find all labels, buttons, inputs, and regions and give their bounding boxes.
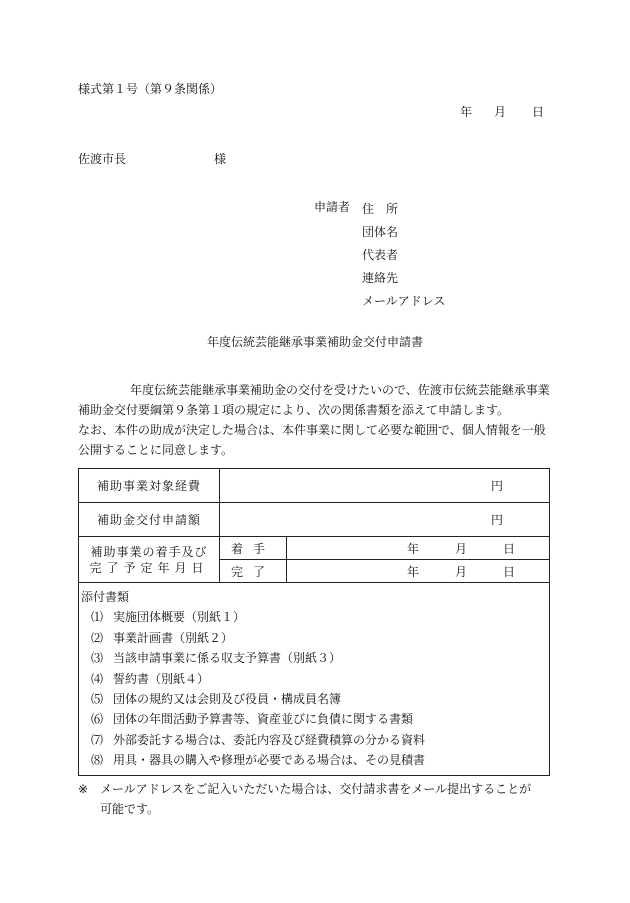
- attachment-number: ⑻: [91, 753, 104, 768]
- schedule-label: [79, 537, 220, 583]
- start-label: 着手: [220, 537, 287, 560]
- addressee-name: 佐渡市長: [78, 152, 127, 166]
- start-month: 月: [455, 541, 468, 556]
- form-number: 様式第１号（第９条関係）: [78, 82, 223, 96]
- footnote-line-1: [78, 779, 558, 799]
- attachment-item: [79, 709, 549, 729]
- date-month: 月: [494, 105, 507, 119]
- footnote-line-2: 可能です。: [100, 802, 160, 816]
- attachment-number: ⑺: [91, 732, 104, 747]
- end-label: 完了: [220, 560, 287, 583]
- start-day: 日: [503, 541, 516, 556]
- applicant-representative-label: 代表者: [362, 248, 399, 262]
- attachment-text: 事業計画書（別紙２）: [113, 630, 234, 645]
- addressee-honorific: 様: [214, 152, 227, 166]
- attachment-text: 用具・器具の購入や修理が必要である場合は、その見積書: [113, 753, 426, 768]
- start-year: 年: [407, 541, 420, 556]
- attachments-heading: 添付書類: [81, 590, 130, 604]
- date-day: 日: [532, 105, 545, 119]
- attachment-number: ⑶: [91, 651, 104, 666]
- attachment-item: [79, 730, 549, 750]
- attachment-text: 団体の年間活動予算書等、資産並びに負債に関する書類: [113, 712, 414, 727]
- yen-unit: 円: [490, 513, 503, 527]
- attachment-text: 団体の規約又は会則及び役員・構成員名簿: [113, 692, 342, 707]
- attachment-number: ⑵: [91, 630, 104, 645]
- attachment-item: [79, 648, 549, 668]
- applicant-group-label: 団体名: [362, 225, 399, 239]
- applicant-contact-label: 連絡先: [362, 271, 399, 285]
- application-table: [78, 468, 550, 776]
- applicant-fields: [362, 198, 445, 313]
- attachment-number: ⑸: [91, 692, 104, 707]
- target-expense-field[interactable]: [220, 469, 550, 503]
- schedule-label-line2: 完了予定年月日: [89, 560, 209, 575]
- applicant-label: 申請者: [314, 200, 351, 214]
- end-month: 月: [455, 564, 468, 579]
- attachment-item: [79, 669, 549, 689]
- attachments-section: [79, 583, 550, 776]
- attachment-number: ⑷: [91, 671, 104, 686]
- applicant-address-label: 住 所: [362, 202, 399, 216]
- attachment-text: 誓約書（別紙４）: [113, 671, 210, 686]
- attachment-item: [79, 750, 549, 770]
- body-text: [78, 380, 554, 460]
- yen-unit: 円: [490, 479, 503, 493]
- attachment-number: ⑴: [91, 610, 104, 625]
- body-paragraph-2: なお、本件の助成が決定した場合は、本件事業に関して必要な範囲で、個人情報を一般公開することに同意します。: [78, 423, 546, 457]
- attachment-number: ⑹: [91, 712, 104, 727]
- attachment-item: [79, 607, 549, 627]
- attachment-text: 外部委託する場合は、委託内容及び経費積算の分かる資料: [113, 732, 426, 747]
- requested-amount-field[interactable]: [220, 503, 550, 537]
- attachment-text: 当該申請事業に係る収支予算書（別紙３）: [113, 651, 342, 666]
- date-year: 年: [460, 105, 473, 119]
- note-mark: ※: [78, 782, 89, 796]
- end-year: 年: [407, 564, 420, 579]
- footnote-text-1: メールアドレスをご記入いただいた場合は、交付請求書をメール提出することが: [100, 782, 532, 796]
- document-title: 年度伝統芸能継承事業補助金交付申請書: [206, 335, 423, 349]
- schedule-label-line1: 補助事業の着手及び: [90, 544, 208, 559]
- footnote: [78, 779, 558, 819]
- attachment-text: 実施団体概要（別紙１）: [113, 610, 246, 625]
- attachment-item: [79, 628, 549, 648]
- start-date-field[interactable]: [287, 537, 550, 560]
- end-day: 日: [503, 564, 516, 579]
- body-paragraph-1: 年度伝統芸能継承事業補助金の交付を受けたいので、佐渡市伝統芸能継承事業補助金交付要綱第９条第１項の規定により、次の関係書類を添えて申請します。: [78, 383, 550, 417]
- attachment-item: [79, 689, 549, 709]
- header-date: [460, 103, 544, 120]
- target-expense-label: 補助事業対象経費: [79, 469, 220, 503]
- applicant-email-label: メールアドレス: [362, 294, 446, 308]
- end-date-field[interactable]: [287, 560, 550, 583]
- requested-amount-label: 補助金交付申請額: [79, 503, 220, 537]
